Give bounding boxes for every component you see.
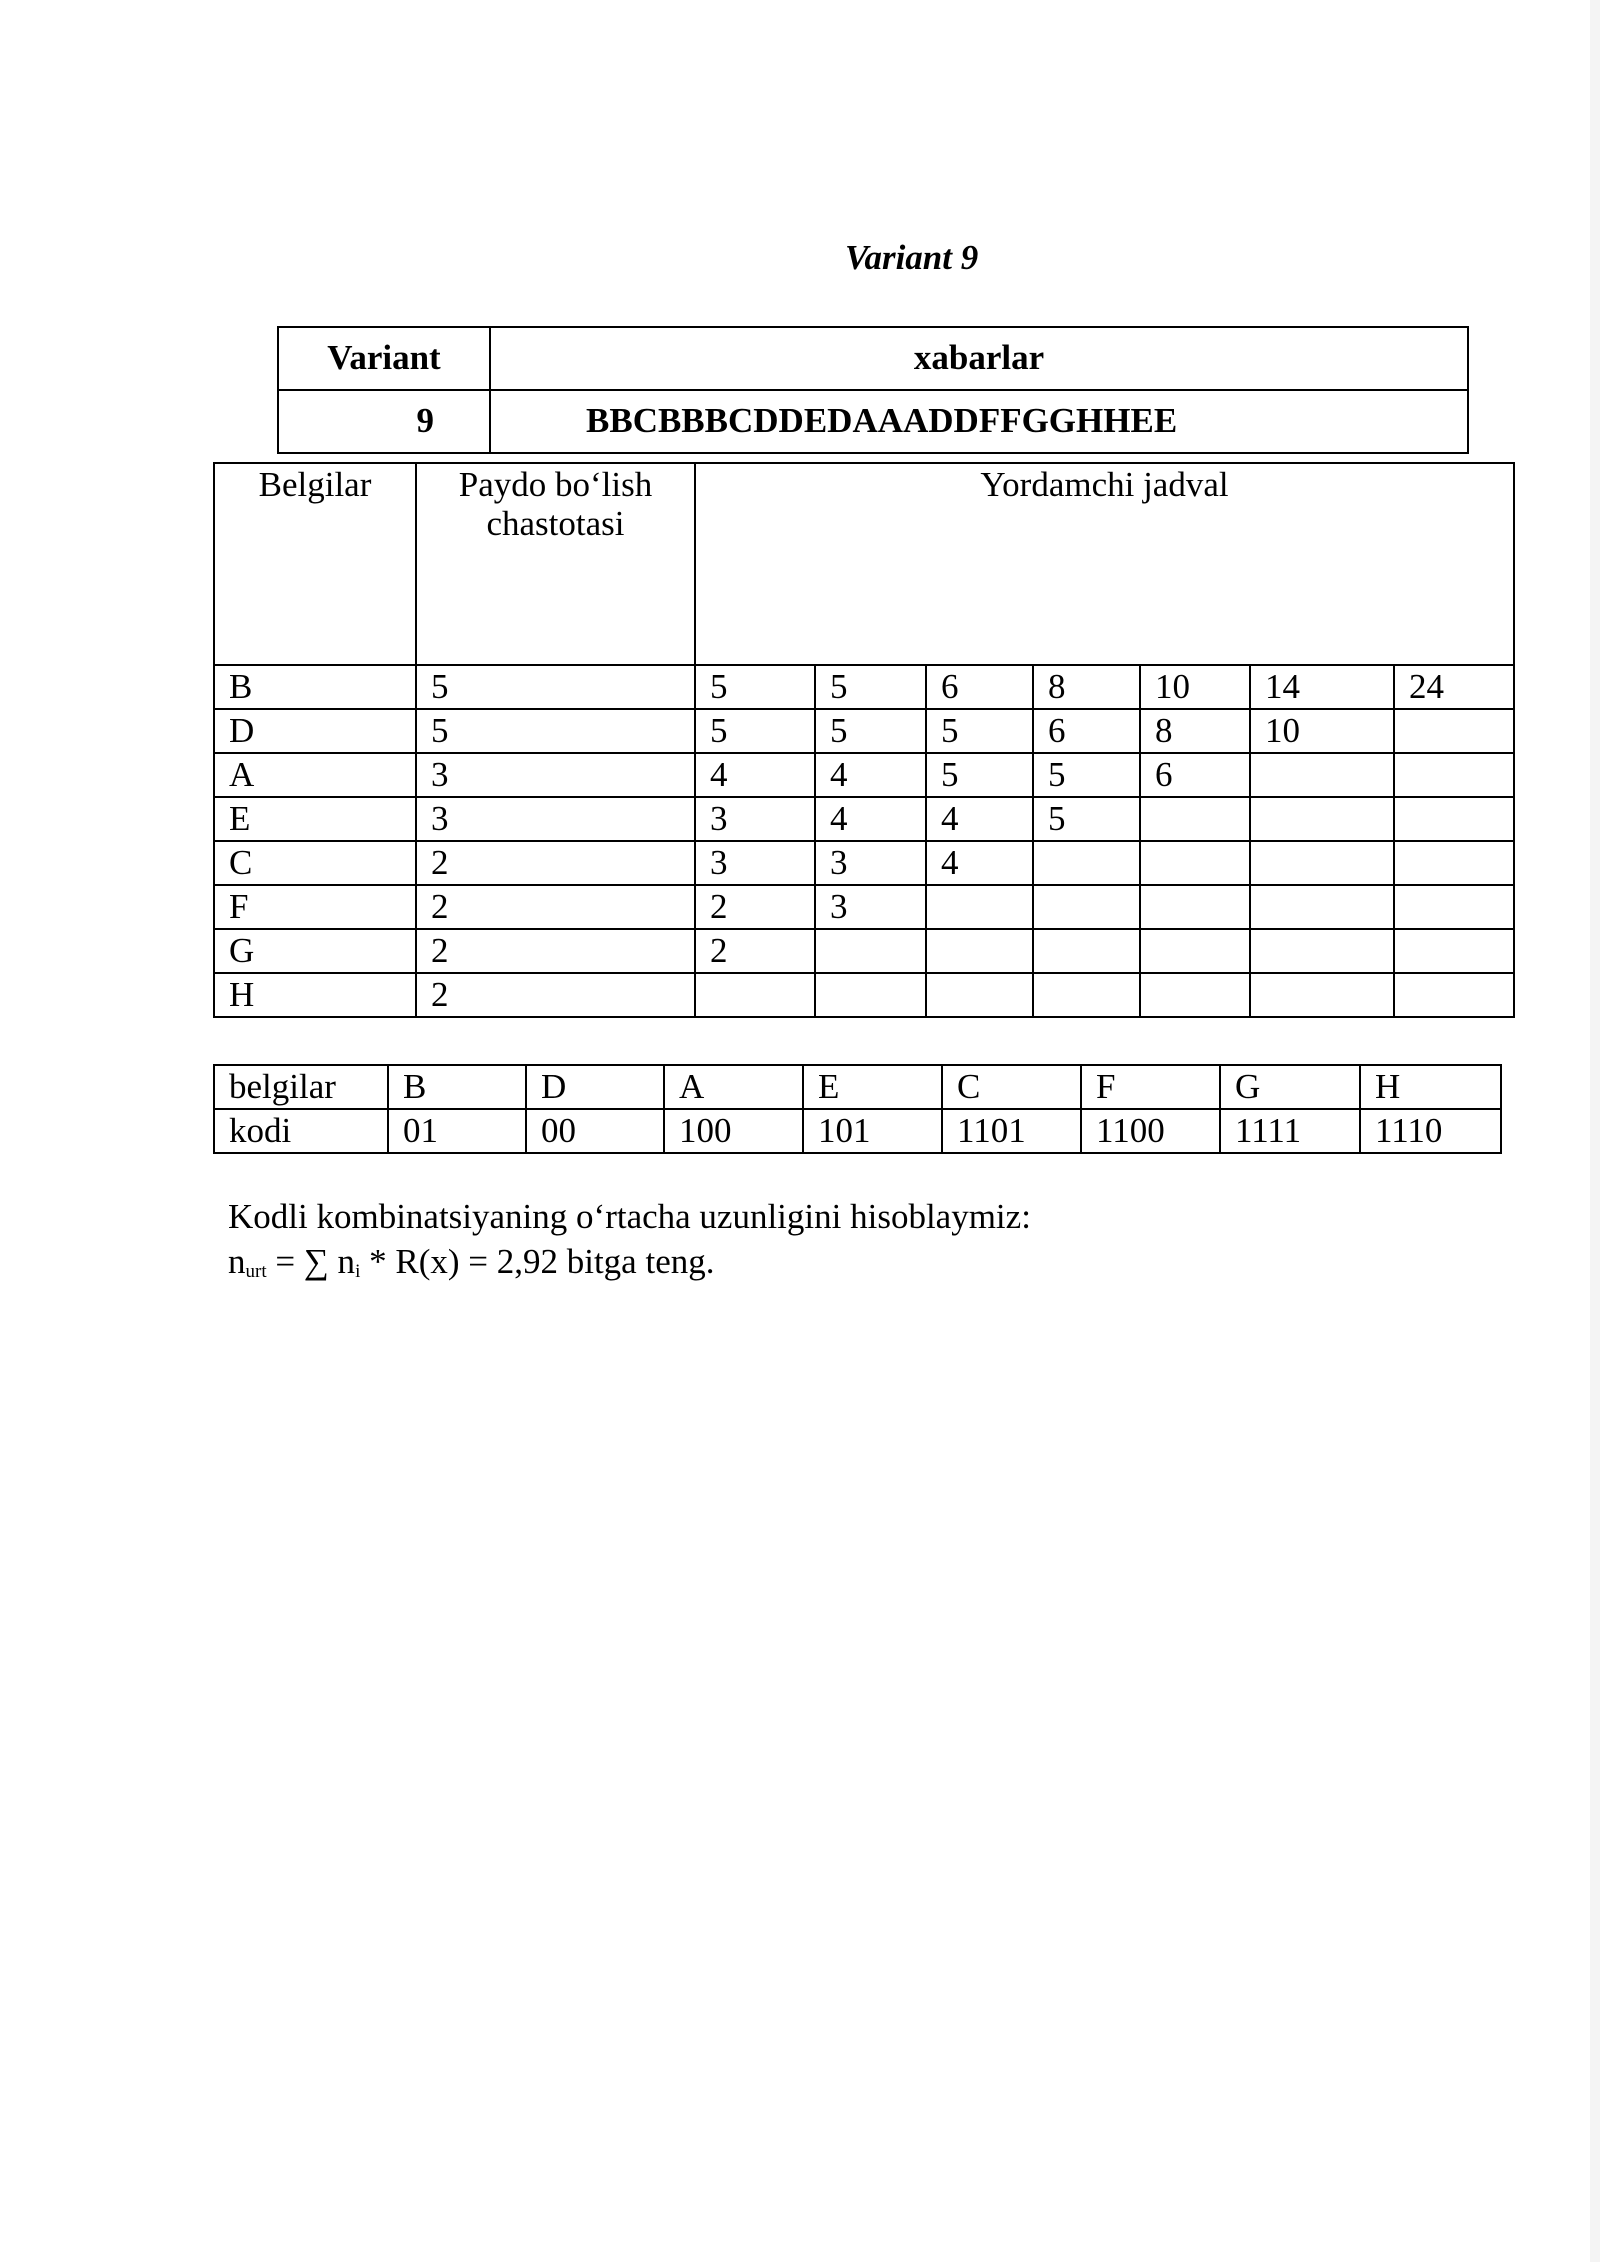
- table-cell: 100: [664, 1109, 803, 1153]
- table-cell: 5: [815, 709, 926, 753]
- table-cell: [1250, 797, 1394, 841]
- table-cell: [1140, 841, 1250, 885]
- table-cell: [1140, 885, 1250, 929]
- table-cell: [1140, 973, 1250, 1017]
- table-row: [214, 709, 1514, 753]
- table-cell: [1250, 841, 1394, 885]
- table-cell: 5: [926, 709, 1033, 753]
- table-cell: [815, 973, 926, 1017]
- message-string: BBCBBBCDDEDAAADDFFGGHHEE: [490, 390, 1468, 453]
- table-cell: 3: [695, 841, 815, 885]
- table-cell: A: [214, 753, 416, 797]
- table-cell: [1394, 929, 1514, 973]
- table-cell: 4: [695, 753, 815, 797]
- page-title: Variant 9: [845, 238, 979, 277]
- variant-message-table: [277, 326, 1469, 454]
- table-row: [214, 973, 1514, 1017]
- table-cell: A: [664, 1065, 803, 1109]
- table-cell: [1140, 929, 1250, 973]
- table-row: [214, 1065, 1501, 1109]
- table-cell: [1033, 973, 1140, 1017]
- table-cell: [1250, 885, 1394, 929]
- average-length-formula: $n_{urt}$ = ∑ $n_i * R(x) = 2,92$ bitga teng.: [228, 1242, 715, 1282]
- table-cell: [1394, 753, 1514, 797]
- table-cell: 1111: [1220, 1109, 1360, 1153]
- table-cell: 2: [695, 885, 815, 929]
- auxiliary-header: Yordamchi jadval: [695, 463, 1514, 665]
- table-row: [214, 841, 1514, 885]
- table-cell: F: [214, 885, 416, 929]
- variant-number: 9: [278, 390, 490, 453]
- table-cell: C: [942, 1065, 1081, 1109]
- table-cell: 5: [1033, 753, 1140, 797]
- table-cell: 3: [815, 885, 926, 929]
- table-cell: 5: [695, 709, 815, 753]
- table-cell: 5: [416, 709, 695, 753]
- table-cell: C: [214, 841, 416, 885]
- table-cell: 5: [416, 665, 695, 709]
- table-row: [214, 753, 1514, 797]
- table-cell: 8: [1140, 709, 1250, 753]
- messages-header: xabarlar: [490, 327, 1468, 390]
- table-row: [214, 1109, 1501, 1153]
- table-cell: 3: [695, 797, 815, 841]
- table-cell: 2: [416, 885, 695, 929]
- table-cell: E: [803, 1065, 942, 1109]
- table-cell: B: [388, 1065, 526, 1109]
- table-row: [214, 797, 1514, 841]
- table-cell: B: [214, 665, 416, 709]
- auxiliary-frequency-table: [213, 462, 1515, 1018]
- table-cell: [1394, 973, 1514, 1017]
- table-cell: 24: [1394, 665, 1514, 709]
- table-cell: 101: [803, 1109, 942, 1153]
- table-cell: 10: [1140, 665, 1250, 709]
- table-cell: [1033, 929, 1140, 973]
- table-row: [214, 665, 1514, 709]
- table-cell: 4: [926, 797, 1033, 841]
- table-cell: E: [214, 797, 416, 841]
- table-cell: 4: [815, 797, 926, 841]
- table-row: [214, 885, 1514, 929]
- variant-header: Variant: [278, 327, 490, 390]
- table-cell: 3: [416, 753, 695, 797]
- table-cell: 2: [416, 841, 695, 885]
- table-cell: [1394, 841, 1514, 885]
- table-cell: 1110: [1360, 1109, 1501, 1153]
- table-cell: 6: [1033, 709, 1140, 753]
- average-length-intro: Kodli kombinatsiyaning o‘rtacha uzunligini hisoblaymiz:: [228, 1197, 1031, 1236]
- table-cell: 01: [388, 1109, 526, 1153]
- table-cell: 8: [1033, 665, 1140, 709]
- table-cell: D: [214, 709, 416, 753]
- table-cell: [1394, 885, 1514, 929]
- table-cell: 5: [1033, 797, 1140, 841]
- symbols-header: Belgilar: [214, 463, 416, 665]
- table-cell: [1250, 753, 1394, 797]
- table-cell: 3: [815, 841, 926, 885]
- table-cell: [1250, 929, 1394, 973]
- table-cell: F: [1081, 1065, 1220, 1109]
- table-cell: G: [1220, 1065, 1360, 1109]
- table-cell: 3: [416, 797, 695, 841]
- table-cell: G: [214, 929, 416, 973]
- table-cell: 5: [695, 665, 815, 709]
- table-cell: 2: [695, 929, 815, 973]
- table-cell: H: [214, 973, 416, 1017]
- table-cell: 2: [416, 973, 695, 1017]
- table-cell: 2: [416, 929, 695, 973]
- table-cell: [1250, 973, 1394, 1017]
- table-cell: H: [1360, 1065, 1501, 1109]
- code-table: [213, 1064, 1502, 1154]
- table-cell: 1101: [942, 1109, 1081, 1153]
- table-cell: belgilar: [214, 1065, 388, 1109]
- table-cell: 10: [1250, 709, 1394, 753]
- page-edge-shading: [1590, 0, 1600, 2262]
- table-cell: [815, 929, 926, 973]
- table-cell: 4: [926, 841, 1033, 885]
- table-cell: 5: [926, 753, 1033, 797]
- table-cell: [1033, 841, 1140, 885]
- table-cell: [1394, 709, 1514, 753]
- table-cell: [695, 973, 815, 1017]
- table-cell: kodi: [214, 1109, 388, 1153]
- table-cell: 4: [815, 753, 926, 797]
- table-cell: 14: [1250, 665, 1394, 709]
- table-cell: 6: [926, 665, 1033, 709]
- frequency-header: Paydo bo‘lish chastotasi: [416, 463, 695, 665]
- table-cell: 6: [1140, 753, 1250, 797]
- table-cell: [1140, 797, 1250, 841]
- table-cell: [1033, 885, 1140, 929]
- table-cell: 1100: [1081, 1109, 1220, 1153]
- table-cell: [926, 929, 1033, 973]
- table-cell: 00: [526, 1109, 664, 1153]
- table-cell: [926, 885, 1033, 929]
- table-cell: [1394, 797, 1514, 841]
- table-cell: D: [526, 1065, 664, 1109]
- table-row: [214, 929, 1514, 973]
- table-cell: [926, 973, 1033, 1017]
- table-cell: 5: [815, 665, 926, 709]
